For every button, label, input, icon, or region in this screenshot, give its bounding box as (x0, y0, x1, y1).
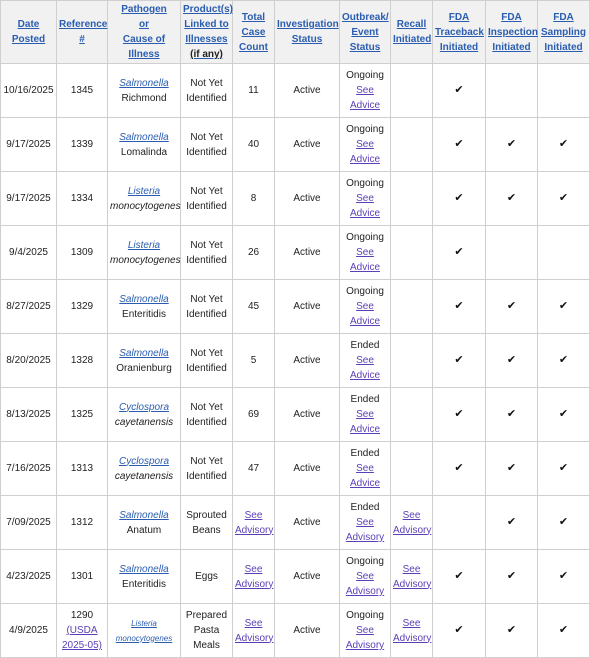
cell-product: Not Yet Identified (181, 388, 233, 442)
header-products-label: Product(s) Linked to Illnesses (183, 4, 233, 45)
pathogen-serotype: Oranienburg (116, 363, 172, 374)
check-icon: ✔ (454, 624, 463, 636)
cell-count (233, 550, 275, 604)
count-advisory-link[interactable]: See Advisory (235, 564, 273, 590)
recall-advisory-link[interactable]: See Advisory (393, 618, 431, 644)
table-row (1, 550, 589, 604)
pathogen-species: cayetanensis (115, 471, 173, 482)
check-icon: ✔ (507, 408, 516, 420)
cell-pathogen (108, 118, 181, 172)
cell-date: 8/13/2025 (1, 388, 57, 442)
cell-pathogen (108, 64, 181, 118)
cell-product: Not Yet Identified (181, 442, 233, 496)
cell-count: 45 (233, 280, 275, 334)
cell-pathogen (108, 496, 181, 550)
check-icon: ✔ (454, 354, 463, 366)
cell-product: Not Yet Identified (181, 64, 233, 118)
check-icon: ✔ (559, 624, 568, 636)
check-icon: ✔ (454, 246, 463, 258)
pathogen-link[interactable]: Salmonella (119, 510, 168, 521)
pathogen-link[interactable]: Salmonella (119, 564, 168, 575)
cell-inspection (486, 280, 538, 334)
advice-link[interactable]: See Advice (350, 193, 380, 219)
cell-reference: 1312 (57, 496, 108, 550)
cell-inspection (486, 388, 538, 442)
cell-traceback (433, 334, 486, 388)
cell-product: Not Yet Identified (181, 172, 233, 226)
pathogen-species: monocytogenes (110, 255, 181, 266)
cell-inspection (486, 118, 538, 172)
cell-count (233, 496, 275, 550)
cell-recall (391, 496, 433, 550)
cell-count: 47 (233, 442, 275, 496)
table-row (1, 64, 589, 118)
check-icon: ✔ (454, 570, 463, 582)
pathogen-serotype: Lomalinda (121, 147, 167, 158)
check-icon: ✔ (454, 408, 463, 420)
cell-inspection (486, 550, 538, 604)
cell-recall (391, 118, 433, 172)
advice-link[interactable]: See Advice (350, 355, 380, 381)
cell-date: 4/23/2025 (1, 550, 57, 604)
cell-reference: 1313 (57, 442, 108, 496)
cell-outbreak: Ongoing See Advice (340, 118, 391, 172)
cell-outbreak: Ongoing See Advice (340, 172, 391, 226)
check-icon: ✔ (559, 300, 568, 312)
check-icon: ✔ (454, 84, 463, 96)
advice-link[interactable]: See Advisory (346, 571, 384, 597)
pathogen-link[interactable]: Salmonella (119, 294, 168, 305)
pathogen-link[interactable]: Listeria (131, 619, 157, 628)
cell-traceback (433, 550, 486, 604)
cell-reference: 1309 (57, 226, 108, 280)
cell-date: 8/27/2025 (1, 280, 57, 334)
cell-status: Active (275, 388, 340, 442)
cell-reference: 1290 (USDA 2025-05) (57, 604, 108, 658)
check-icon: ✔ (507, 354, 516, 366)
check-icon: ✔ (454, 300, 463, 312)
cell-reference: 1325 (57, 388, 108, 442)
usda-link[interactable]: (USDA 2025-05) (62, 625, 102, 651)
cell-product: Not Yet Identified (181, 226, 233, 280)
check-icon: ✔ (559, 462, 568, 474)
cell-date: 10/16/2025 (1, 64, 57, 118)
cell-count: 69 (233, 388, 275, 442)
cell-product: Prepared Pasta Meals (181, 604, 233, 658)
cell-sampling (538, 118, 589, 172)
cell-recall (391, 334, 433, 388)
cell-traceback (433, 604, 486, 658)
check-icon: ✔ (559, 570, 568, 582)
cell-outbreak: Ended See Advice (340, 334, 391, 388)
cell-inspection (486, 604, 538, 658)
table-row (1, 442, 589, 496)
cell-traceback (433, 496, 486, 550)
cell-count: 8 (233, 172, 275, 226)
cell-status: Active (275, 442, 340, 496)
pathogen-serotype: Enteritidis (122, 309, 166, 320)
table-row (1, 172, 589, 226)
cell-status: Active (275, 118, 340, 172)
pathogen-species: cayetanensis (115, 417, 173, 428)
cell-inspection (486, 226, 538, 280)
cell-recall (391, 442, 433, 496)
check-icon: ✔ (507, 138, 516, 150)
cell-inspection (486, 334, 538, 388)
check-icon: ✔ (454, 192, 463, 204)
cell-product: Sprouted Beans (181, 496, 233, 550)
advice-link[interactable]: See Advice (350, 139, 380, 165)
cell-date: 7/16/2025 (1, 442, 57, 496)
cell-traceback (433, 388, 486, 442)
cell-reference: 1329 (57, 280, 108, 334)
header-status[interactable]: Investigation Status (275, 1, 340, 64)
pathogen-link[interactable]: Cyclospora (119, 402, 169, 413)
cell-traceback (433, 442, 486, 496)
pathogen-species: monocytogenes (110, 201, 181, 212)
cell-sampling (538, 496, 589, 550)
header-row (1, 1, 589, 64)
cell-status: Active (275, 172, 340, 226)
cell-outbreak: Ended See Advice (340, 388, 391, 442)
cell-recall (391, 226, 433, 280)
cell-recall (391, 64, 433, 118)
cell-sampling (538, 604, 589, 658)
advice-link[interactable]: See Advice (350, 463, 380, 489)
cell-product: Not Yet Identified (181, 334, 233, 388)
header-products[interactable] (181, 1, 233, 64)
recall-advisory-link[interactable]: See Advisory (393, 510, 431, 536)
cell-traceback (433, 172, 486, 226)
cell-pathogen (108, 280, 181, 334)
cell-reference: 1339 (57, 118, 108, 172)
table-row (1, 280, 589, 334)
pathogen-serotype: Richmond (121, 93, 166, 104)
cell-inspection (486, 64, 538, 118)
cell-sampling (538, 172, 589, 226)
cell-date: 9/17/2025 (1, 118, 57, 172)
cell-pathogen (108, 550, 181, 604)
advice-link[interactable]: See Advice (350, 85, 380, 111)
table-row (1, 118, 589, 172)
check-icon: ✔ (559, 192, 568, 204)
cell-traceback (433, 226, 486, 280)
cell-inspection (486, 496, 538, 550)
advice-link[interactable]: See Advice (350, 301, 380, 327)
check-icon: ✔ (559, 516, 568, 528)
advice-link[interactable]: See Advice (350, 247, 380, 273)
header-outbreak[interactable]: Outbreak/ Event Status (340, 1, 391, 64)
cell-pathogen (108, 334, 181, 388)
table-body (1, 64, 589, 658)
cell-recall (391, 550, 433, 604)
check-icon: ✔ (507, 192, 516, 204)
header-inspection[interactable]: FDA Inspection Initiated (486, 1, 538, 64)
cell-sampling (538, 280, 589, 334)
cell-traceback (433, 118, 486, 172)
cell-status: Active (275, 64, 340, 118)
cell-status: Active (275, 604, 340, 658)
cell-count: 40 (233, 118, 275, 172)
cell-date: 7/09/2025 (1, 496, 57, 550)
cell-count: 11 (233, 64, 275, 118)
header-products-sub: (if any) (183, 47, 230, 62)
cell-status: Active (275, 280, 340, 334)
check-icon: ✔ (559, 138, 568, 150)
check-icon: ✔ (507, 300, 516, 312)
cell-inspection (486, 442, 538, 496)
pathogen-serotype: Anatum (127, 525, 161, 536)
cell-outbreak: Ongoing See Advisory (340, 550, 391, 604)
header-count[interactable]: Total Case Count (233, 1, 275, 64)
cell-outbreak: Ongoing See Advice (340, 64, 391, 118)
pathogen-link[interactable]: Listeria (128, 186, 160, 197)
cell-recall (391, 280, 433, 334)
table-row (1, 388, 589, 442)
cell-outbreak: Ended See Advisory (340, 496, 391, 550)
check-icon: ✔ (454, 138, 463, 150)
advice-link[interactable]: See Advisory (346, 625, 384, 651)
cell-count: 26 (233, 226, 275, 280)
cell-outbreak: Ended See Advice (340, 442, 391, 496)
check-icon: ✔ (454, 462, 463, 474)
cell-recall (391, 604, 433, 658)
cell-pathogen (108, 442, 181, 496)
cell-pathogen (108, 604, 181, 658)
cell-sampling (538, 442, 589, 496)
pathogen-link[interactable]: Salmonella (119, 78, 168, 89)
table-row (1, 226, 589, 280)
cell-date: 4/9/2025 (1, 604, 57, 658)
table-row (1, 334, 589, 388)
table-row (1, 604, 589, 658)
check-icon: ✔ (507, 462, 516, 474)
cell-sampling (538, 226, 589, 280)
table-row (1, 496, 589, 550)
cell-traceback (433, 280, 486, 334)
check-icon: ✔ (507, 624, 516, 636)
cell-outbreak: Ongoing See Advice (340, 226, 391, 280)
cell-pathogen (108, 388, 181, 442)
pathogen-link[interactable]: Salmonella (119, 132, 168, 143)
header-traceback[interactable]: FDA Traceback Initiated (433, 1, 486, 64)
pathogen-link[interactable]: Cyclospora (119, 456, 169, 467)
cell-sampling (538, 334, 589, 388)
cell-date: 9/17/2025 (1, 172, 57, 226)
check-icon: ✔ (559, 408, 568, 420)
cell-status: Active (275, 550, 340, 604)
cell-sampling (538, 64, 589, 118)
cell-recall (391, 388, 433, 442)
advice-link[interactable]: See Advisory (346, 517, 384, 543)
cell-inspection (486, 172, 538, 226)
pathogen-species[interactable]: monocytogenes (116, 634, 172, 643)
header-pathogen[interactable]: Pathogen or Cause of Illness (108, 1, 181, 64)
recall-advisory-link[interactable]: See Advisory (393, 564, 431, 590)
pathogen-serotype: Enteritidis (122, 579, 166, 590)
count-advisory-link[interactable]: See Advisory (235, 510, 273, 536)
count-advisory-link[interactable]: See Advisory (235, 618, 273, 644)
check-icon: ✔ (507, 570, 516, 582)
header-sampling[interactable]: FDA Sampling Initiated (538, 1, 589, 64)
header-reference[interactable]: Reference # (57, 1, 108, 64)
cell-outbreak: Ongoing See Advisory (340, 604, 391, 658)
cell-reference: 1328 (57, 334, 108, 388)
header-date[interactable]: Date Posted (1, 1, 57, 64)
cell-date: 8/20/2025 (1, 334, 57, 388)
cell-count: 5 (233, 334, 275, 388)
cell-sampling (538, 550, 589, 604)
cell-reference: 1334 (57, 172, 108, 226)
cell-date: 9/4/2025 (1, 226, 57, 280)
check-icon: ✔ (507, 516, 516, 528)
cell-recall (391, 172, 433, 226)
cell-product: Eggs (181, 550, 233, 604)
pathogen-link[interactable]: Listeria (128, 240, 160, 251)
cell-traceback (433, 64, 486, 118)
pathogen-link[interactable]: Salmonella (119, 348, 168, 359)
check-icon: ✔ (559, 354, 568, 366)
cell-pathogen (108, 226, 181, 280)
cell-reference: 1345 (57, 64, 108, 118)
header-recall[interactable]: Recall Initiated (391, 1, 433, 64)
cell-status: Active (275, 226, 340, 280)
cell-reference: 1301 (57, 550, 108, 604)
cell-status: Active (275, 334, 340, 388)
cell-sampling (538, 388, 589, 442)
cell-status: Active (275, 496, 340, 550)
cell-outbreak: Ongoing See Advice (340, 280, 391, 334)
advice-link[interactable]: See Advice (350, 409, 380, 435)
cell-product: Not Yet Identified (181, 118, 233, 172)
cell-product: Not Yet Identified (181, 280, 233, 334)
cell-count (233, 604, 275, 658)
cell-pathogen (108, 172, 181, 226)
